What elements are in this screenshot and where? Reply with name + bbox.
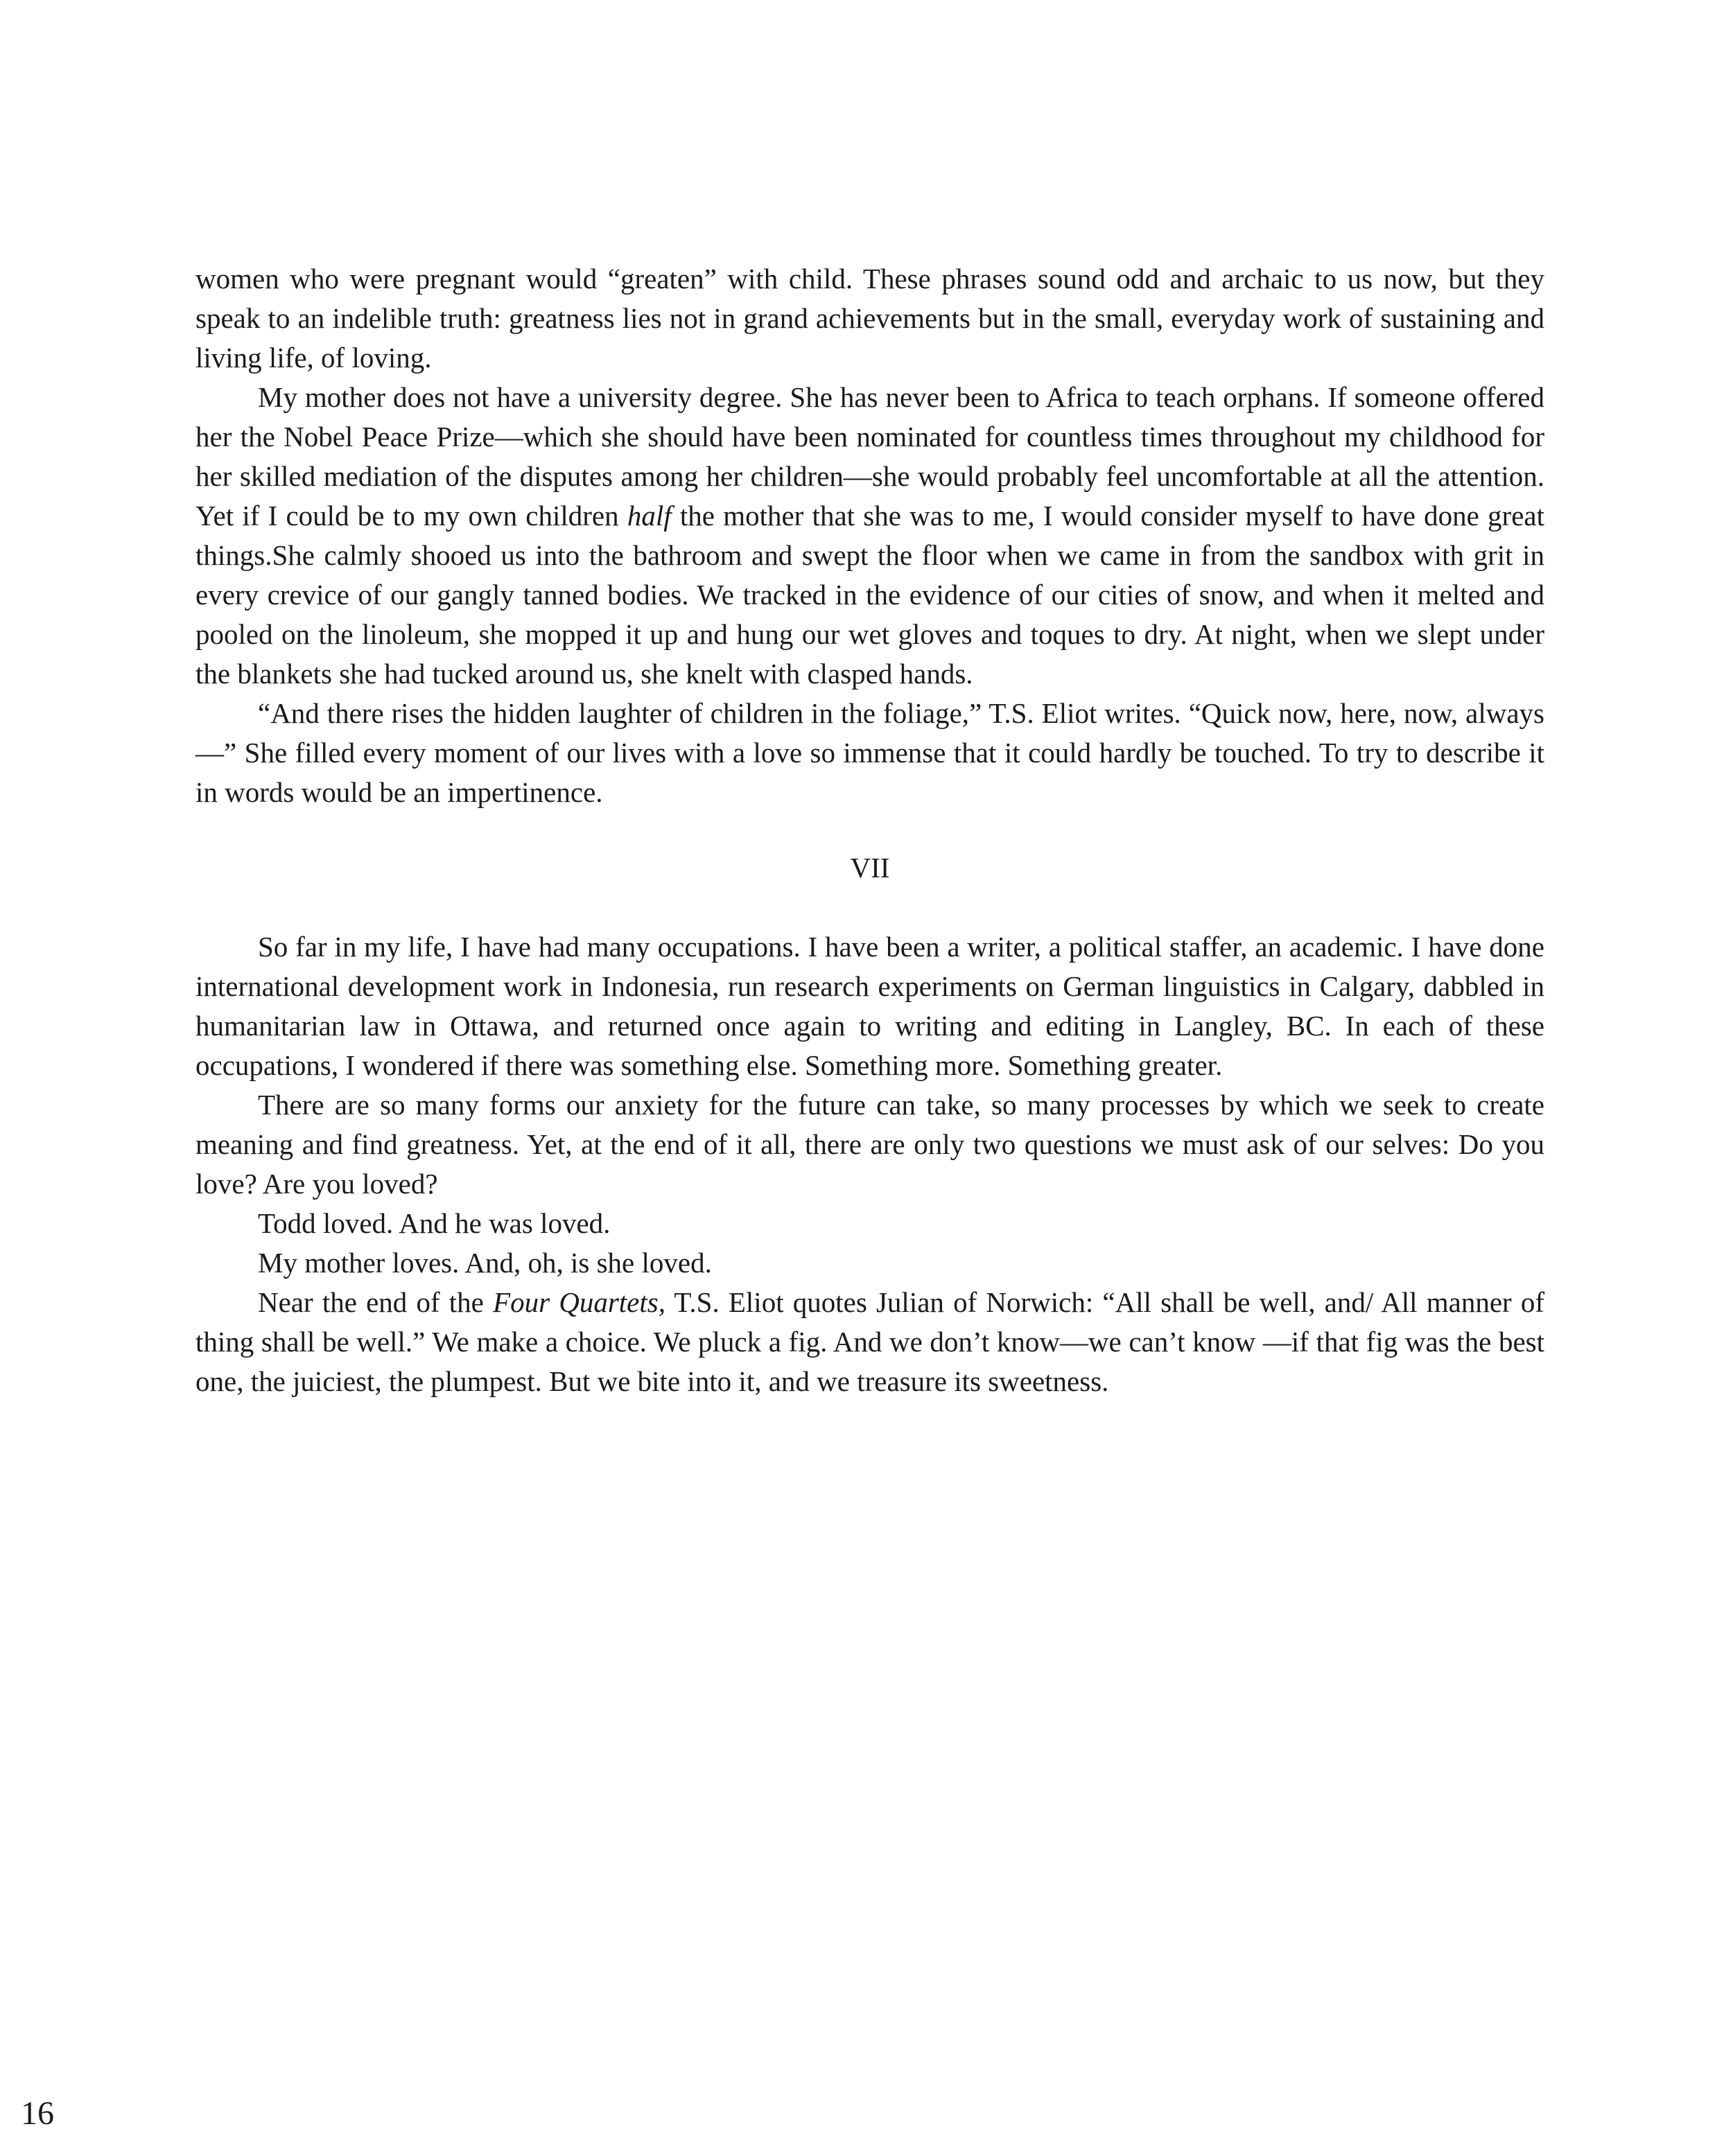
- paragraph: [195, 259, 1544, 378]
- text-run: the mother that she was to me, I would consider myself to have done great things.She calmly shooed us into the bathroom and swept the floor when we came in from the sandbox with grit in every crevice of our gangly tanned bodies. We tracked in the evidence of our cities of snow, and when it melted and pooled on the linoleum, she mopped it up and hung our wet gloves and toques to dry. At night, when we slept under the blankets she had tucked around us, she knelt with clasped hands.: [195, 500, 1544, 690]
- text-run: “And there rises the hidden laughter of children in the foliage,” T.S. Eliot writes. “Quick now, here, now, always—” She filled every moment of our lives with a love so immense that it could hardly be touched. To try to describe it in words would be an impertinence.: [195, 697, 1544, 808]
- section-before: [195, 259, 1544, 812]
- paragraph: [195, 1283, 1544, 1401]
- text-run: My mother does not have a university degree. She has never been to Africa to teach orphans. If someone offered her the Nobel Peace Prize—which she should have been nominated for countless times throughout my childhood for her skilled mediation of the disputes among her children—she would probably feel uncomfortable at all the attention. Yet if I could be to my own children: [195, 381, 1544, 532]
- text-run: women who were pregnant would “greaten” with child. These phrases sound odd and archaic to us now, but they speak to an indelible truth: greatness lies not in grand achievements but in the small, everyday work of sustaining and living life, of loving.: [195, 263, 1544, 374]
- section-heading: VII: [850, 852, 890, 884]
- paragraph: [195, 1243, 1544, 1283]
- text-run: T.S. Eliot quotes Julian of Norwich: “All shall be well, and/ All manner of thing shall be well.” We make a choice. We pluck a fig. And we don’t know—we can’t know —if that fig was the best one, the juiciest, the plumpest. But we bite into it, and we treasure its sweetness.: [195, 1286, 1545, 1397]
- page-number: 16: [21, 2095, 54, 2132]
- text-run: There are so many forms our anxiety for the future can take, so many processes by which we seek to create meaning and find greatness. Yet, at the end of it all, there are only two questions we must ask of our selves: Do you love? Are you loved?: [195, 1089, 1544, 1200]
- text-run: Near the end of the: [258, 1286, 494, 1318]
- page-body: [195, 259, 1544, 1401]
- section-after: [195, 927, 1544, 1401]
- italic-text: half: [627, 500, 672, 532]
- text-run: My mother loves. And, oh, is she loved.: [258, 1247, 712, 1279]
- italic-text: Four Quartets,: [493, 1286, 665, 1318]
- text-run: So far in my life, I have had many occupations. I have been a writer, a political staffer, an academic. I have done international development work in Indonesia, run research experiments on German linguistics in Calgary, dabbled in humanitarian law in Ottawa, and returned once again to writing and editing in Langley, BC. In each of these occupations, I wondered if there was something else. Something more. Something greater.: [195, 931, 1544, 1081]
- paragraph: [195, 927, 1544, 1085]
- paragraph: [195, 1204, 1544, 1243]
- paragraph: [195, 694, 1544, 812]
- paragraph: [195, 378, 1544, 694]
- paragraph: [195, 1085, 1544, 1204]
- text-run: Todd loved. And he was loved.: [258, 1207, 611, 1239]
